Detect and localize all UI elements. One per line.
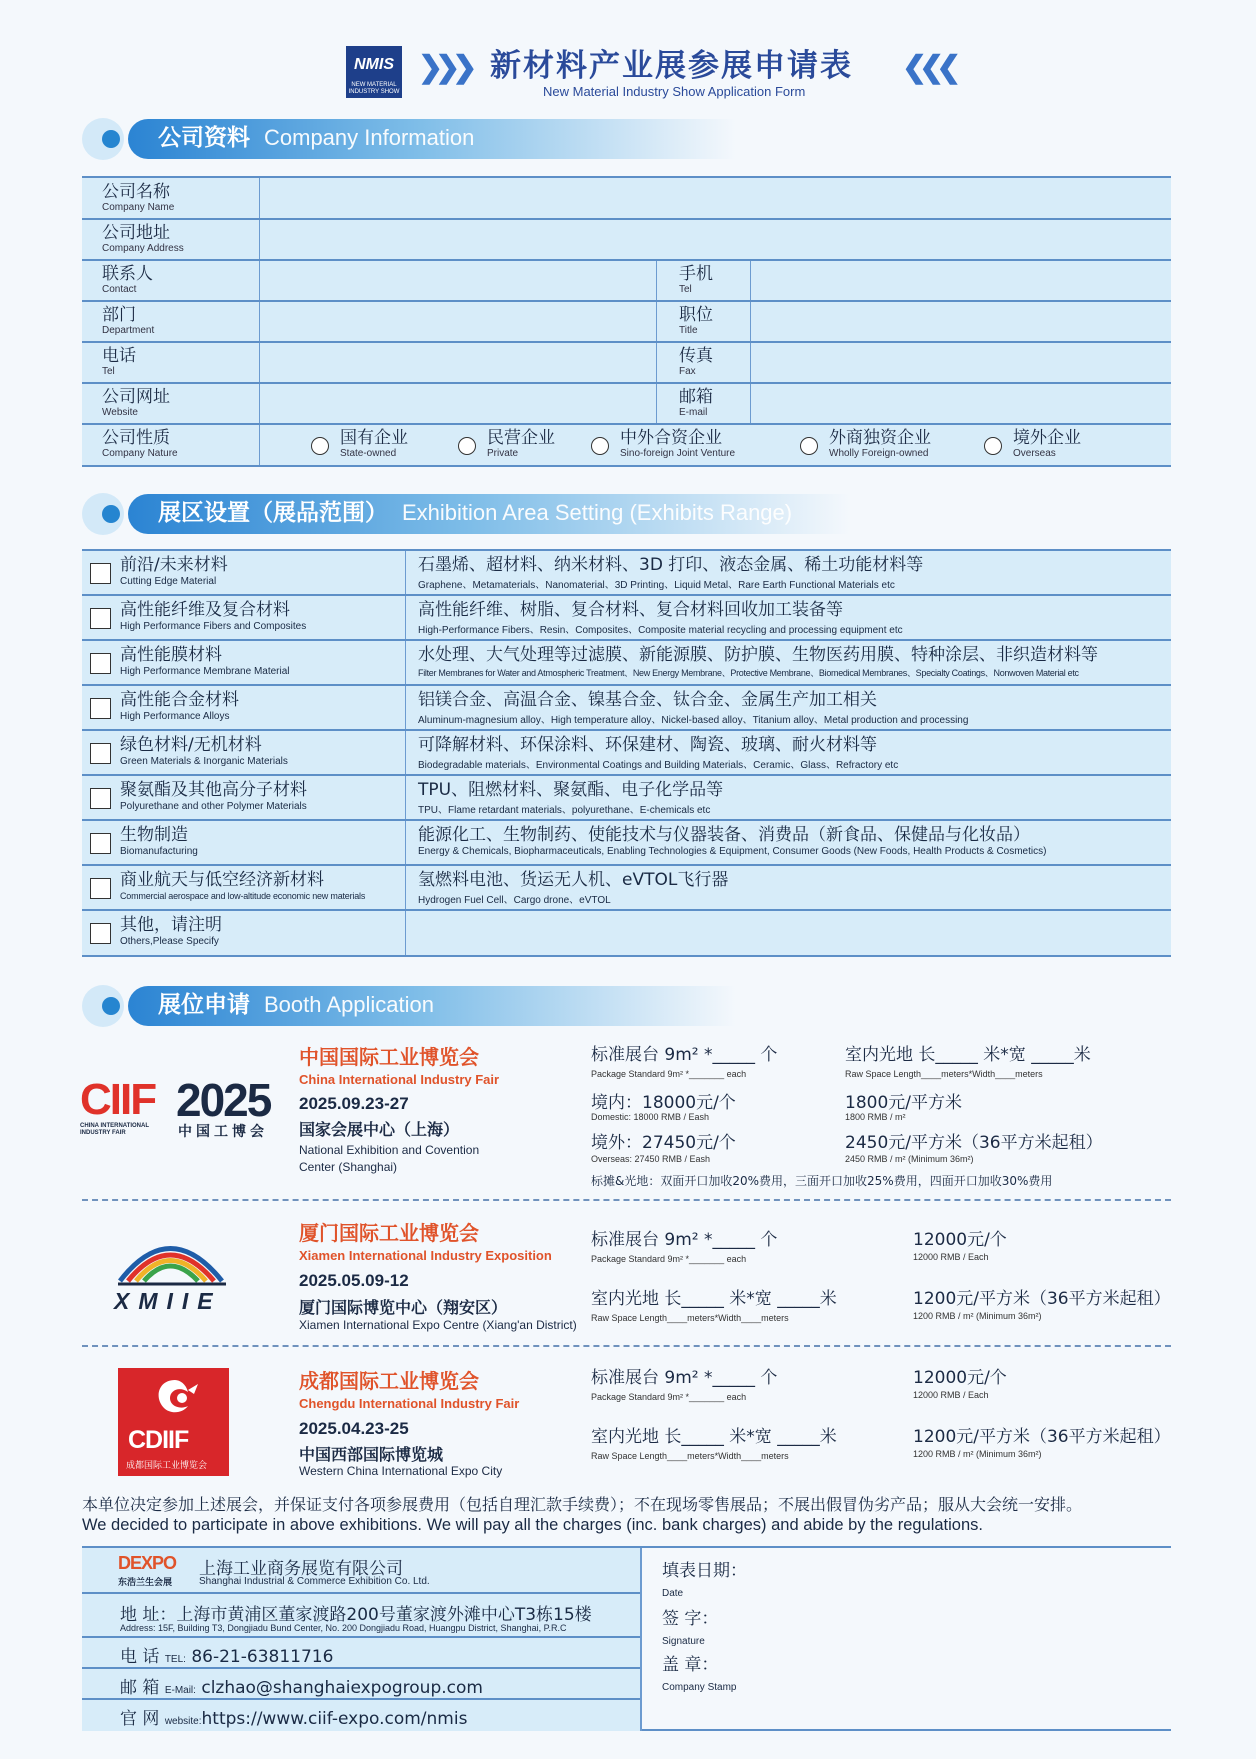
- web-link[interactable]: https://www.ciif-expo.com/nmis: [201, 1709, 468, 1729]
- ciif-logo: [80, 1074, 271, 1140]
- area-checkbox[interactable]: [90, 563, 111, 584]
- area-name: [120, 600, 306, 632]
- sign-signature[interactable]: [662, 1604, 718, 1648]
- option-label: 民营企业: [487, 428, 555, 448]
- ciif-venue-en: National Exhibition and Covention Center (Shanghai): [299, 1143, 480, 1174]
- area-name: [120, 645, 290, 677]
- row-company-address: [82, 220, 1171, 261]
- cdiif-venue-en: Western China International Expo City: [299, 1464, 503, 1478]
- area-range: [405, 686, 1171, 729]
- area-name: [120, 555, 228, 587]
- area-range: [405, 551, 1171, 594]
- area-range-en: Biodegradable materials、Environmental Coatings and Building Materials、Ceramic、Glass、Refractory etc: [418, 760, 899, 771]
- ciif-raw-price: 1800元/平方米: [845, 1093, 962, 1113]
- radio-private[interactable]: [458, 437, 476, 455]
- area-checkbox[interactable]: [90, 923, 111, 944]
- row-website: [82, 384, 1171, 425]
- cdiif-date: 2025.04.23-25: [299, 1419, 409, 1438]
- row-department: [82, 302, 1171, 343]
- label: 传真: [679, 346, 713, 366]
- website-field[interactable]: [259, 384, 656, 423]
- area-name: [120, 780, 307, 812]
- ciif-domestic-price-en: Domestic: 18000 RMB / Eash: [591, 1112, 710, 1122]
- option-label: 中外合资企业: [620, 428, 722, 448]
- ciif-domestic-price: 境内：18000元/个: [591, 1093, 736, 1113]
- label-en: Tel: [679, 284, 692, 295]
- ciif-logo-cn: 中国工博会: [178, 1124, 268, 1140]
- label-en: Company Name: [102, 202, 175, 213]
- ciif-std-booth[interactable]: 标准展台 9m² *_____ 个: [591, 1045, 778, 1065]
- organizer-row: [82, 1548, 642, 1594]
- section-title: 展区设置（展品范围）: [158, 500, 388, 526]
- label-en: Tel: [102, 366, 115, 377]
- xmiie-std-booth-en: Package Standard 9m² *_______ each: [591, 1254, 747, 1264]
- section-booth-banner: [82, 985, 782, 1027]
- area-range: [405, 596, 1171, 639]
- divider: [82, 1199, 1171, 1201]
- address-value: 上海市黄浦区董家渡路200号董家渡外滩中心T3栋15楼: [176, 1605, 592, 1625]
- ciif-logo-text: CIIF: [80, 1075, 156, 1124]
- label: 手机: [679, 264, 713, 284]
- ciif-std-booth-en: Package Standard 9m² *_______ each: [591, 1069, 747, 1079]
- ciif-raw-space-en: Raw Space Length____meters*Width____meters: [845, 1069, 1043, 1079]
- declaration-en: We decided to participate in above exhibitions. We will pay all the charges (inc. bank charges) and abide by the regulations.: [82, 1516, 983, 1534]
- tel-value: 86-21-63811716: [191, 1647, 334, 1667]
- email-field[interactable]: [750, 384, 1171, 423]
- organizer-name: 上海工业商务展览有限公司: [199, 1559, 403, 1579]
- ciif-overseas-price-en: Overseas: 27450 RMB / Eash: [591, 1154, 711, 1164]
- area-row: [82, 731, 1171, 776]
- label: 电话: [102, 346, 136, 366]
- cdiif-raw-price: 1200元/平方米（36平方米起租）: [913, 1427, 1171, 1447]
- section-title-en: Exhibition Area Setting (Exhibits Range): [402, 500, 793, 525]
- area-name-cn: 商业航天与低空经济新材料: [120, 870, 324, 890]
- cdiif-venue: 中国西部国际博览城: [299, 1445, 444, 1464]
- label: 公司网址: [102, 387, 170, 407]
- label: 职位: [679, 305, 713, 325]
- dexpo-logo-sub: 东浩兰生会展: [118, 1578, 173, 1588]
- option-label: 国有企业: [340, 428, 408, 448]
- area-name-en: High Performance Membrane Material: [120, 666, 290, 677]
- web-row: [82, 1700, 642, 1731]
- row-contact: [82, 261, 1171, 302]
- organizer-name-en: Shanghai Industrial & Commerce Exhibition Co. Ltd.: [199, 1576, 430, 1587]
- company-info-table: [82, 176, 1171, 465]
- area-name: [120, 825, 198, 857]
- area-name-en: Commercial aerospace and low-altitude economic new materials: [120, 891, 366, 901]
- area-range: [405, 776, 1171, 819]
- cdiif-raw-space-en: Raw Space Length____meters*Width____meters: [591, 1451, 789, 1461]
- ciif-note: 标摊&光地：双面开口加收20%费用，三面开口加收25%费用，四面开口加收30%费用: [591, 1174, 1053, 1188]
- bullet-icon: [102, 997, 120, 1015]
- area-row: [82, 776, 1171, 821]
- area-range: [405, 821, 1171, 864]
- area-name-cn: 生物制造: [120, 825, 188, 845]
- area-row: [82, 641, 1171, 686]
- ciif-name: 中国国际工业博览会: [299, 1045, 479, 1069]
- declaration-cn: 本单位决定参加上述展会，并保证支付各项参展费用（包括自理汇款手续费）；不在现场零售展品；不展出假冒伪劣产品；服从大会统一安排。: [82, 1495, 1083, 1514]
- tel-row: [82, 1638, 642, 1669]
- section-company-banner: [82, 118, 782, 160]
- xmiie-std-booth[interactable]: 标准展台 9m² *_____ 个: [591, 1230, 778, 1250]
- area-name-en: High Performance Alloys: [120, 711, 230, 722]
- label: 邮箱: [679, 387, 713, 407]
- xmiie-name: 厦门国际工业博览会: [299, 1221, 479, 1245]
- xmiie-raw-price: 1200元/平方米（36平方米起租）: [913, 1289, 1171, 1309]
- tel-label: 电 话: [120, 1647, 160, 1667]
- option-label: 境外企业: [1013, 428, 1081, 448]
- area-checkbox[interactable]: [90, 743, 111, 764]
- area-range: [405, 641, 1171, 684]
- area-name-en: Green Materials & Inorganic Materials: [120, 756, 288, 767]
- area-range-en: TPU、Flame retardant materials、polyurethane、E-chemicals etc: [418, 805, 711, 816]
- area-name-cn: 绿色材料/无机材料: [120, 735, 262, 755]
- mail-row: [82, 1669, 642, 1700]
- web-label: 官 网: [120, 1709, 160, 1729]
- xmiie-logo: [110, 1226, 235, 1316]
- area-range-cn: 石墨烯、超材料、纳米材料、3D 打印、液态金属、稀土功能材料等: [418, 555, 924, 575]
- area-range-cn: 水处理、大气处理等过滤膜、新能源膜、防护膜、生物医药用膜、特种涂层、非织造材料等: [418, 645, 1098, 665]
- area-name-en: Biomanufacturing: [120, 846, 198, 857]
- dexpo-logo: DEXPO: [118, 1553, 177, 1573]
- radio-foreign-owned[interactable]: [800, 437, 818, 455]
- form-subtitle: New Material Industry Show Application Form: [543, 84, 806, 99]
- area-range-en: Filter Membranes for Water and Atmospheric Treatment、New Energy Membrane、Protective Membrane、Biomedical Membranes、Specialty Coatings、Nonwoven Material etc: [418, 668, 1079, 678]
- section-title-en: Company Information: [264, 125, 475, 150]
- radio-overseas[interactable]: [984, 437, 1002, 455]
- area-name-cn: 前沿/未来材料: [120, 555, 228, 575]
- ciif-venue: 国家会展中心（上海）: [299, 1120, 460, 1139]
- ciif-logo-en: CHINA INTERNATIONAL INDUSTRY FAIR: [80, 1123, 149, 1136]
- signature-label-en: Signature: [662, 1636, 705, 1647]
- web-label-en: website:: [164, 1716, 202, 1727]
- section-title: 公司资料: [158, 125, 250, 151]
- company-address-field[interactable]: [259, 220, 1171, 259]
- area-name-cn: 聚氨酯及其他高分子材料: [120, 780, 307, 800]
- address-label: 地 址：: [120, 1605, 177, 1625]
- cdiif-std-price-en: 12000 RMB / Each: [913, 1390, 989, 1400]
- cdiif-bird-icon: [148, 1376, 202, 1422]
- area-range-en: Hydrogen Fuel Cell、Cargo drone、eVTOL: [418, 895, 611, 906]
- radio-joint-venture[interactable]: [591, 437, 609, 455]
- area-row: [82, 911, 1171, 957]
- ciif-raw-overseas-price: 2450元/平方米（36平方米起租）: [845, 1133, 1103, 1153]
- mobile-field[interactable]: [750, 261, 1171, 300]
- cdiif-std-price: 12000元/个: [913, 1368, 1007, 1388]
- label-en: Fax: [679, 366, 696, 377]
- bullet-icon: [102, 505, 120, 523]
- area-name-cn: 其他，请注明: [120, 915, 222, 935]
- area-range-cn: 能源化工、生物制药、使能技术与仪器装备、消费品（新食品、保健品与化妆品）: [418, 825, 1030, 845]
- area-range: [405, 866, 1171, 909]
- mobile-label-cell: [656, 261, 750, 300]
- ciif-name-en: China International Industry Fair: [299, 1072, 500, 1087]
- area-range-cn: 铝镁合金、高温合金、镍基合金、钛合金、金属生产加工相关: [418, 690, 877, 710]
- address-value-en: Address: 15F, Building T3, Dongjiadu Bund Center, No. 200 Dongjiadu Road, Huangpu District, Shanghai, P.R.C: [120, 1623, 567, 1633]
- area-checkbox[interactable]: [90, 788, 111, 809]
- area-range-en: Graphene、Metamaterials、Nanomaterial、3D Printing、Liquid Metal、Rare Earth Functional Materials etc: [418, 580, 895, 591]
- area-range-cn: 可降解材料、环保涂料、环保建材、陶瓷、玻璃、耐火材料等: [418, 735, 877, 755]
- footer-divider: [640, 1548, 642, 1731]
- mail-label: 邮 箱: [120, 1678, 160, 1698]
- arrows-right-icon: ❯❯❯: [418, 51, 470, 84]
- stamp-label-en: Company Stamp: [662, 1682, 737, 1693]
- xmiie-raw-space[interactable]: 室内光地 长_____ 米*宽 _____米: [591, 1289, 837, 1309]
- section-title-en: Booth Application: [264, 992, 435, 1017]
- area-row: [82, 551, 1171, 596]
- row-phone: [82, 343, 1171, 384]
- label-en: Title: [679, 325, 698, 336]
- area-name: [120, 915, 222, 947]
- label: 部门: [102, 305, 136, 325]
- xmiie-arc-icon: [110, 1226, 235, 1288]
- signature-label: 签 字：: [662, 1609, 719, 1629]
- area-name-cn: 高性能合金材料: [120, 690, 239, 710]
- tel-label-en: TEL:: [164, 1654, 186, 1665]
- area-range-en: Aluminum-magnesium alloy、High temperature alloy、Nickel-based alloy、Titanium alloy、Metal production and processing: [418, 715, 969, 726]
- label-en: Contact: [102, 284, 137, 295]
- ciif-logo-year: 2025: [176, 1074, 271, 1126]
- cdiif-raw-space[interactable]: 室内光地 长_____ 米*宽 _____米: [591, 1427, 837, 1447]
- sign-date[interactable]: [662, 1556, 747, 1600]
- area-row: [82, 866, 1171, 911]
- ciif-date: 2025.09.23-27: [299, 1094, 409, 1113]
- divider: [82, 1345, 1171, 1347]
- mail-value[interactable]: clzhao@shanghaiexpogroup.com: [201, 1678, 483, 1698]
- label: 联系人: [102, 264, 153, 284]
- label-en: Company Nature: [102, 448, 178, 459]
- ciif-raw-price-en: 1800 RMB / m²: [845, 1112, 906, 1122]
- xmiie-venue: 厦门国际博览中心（翔安区）: [299, 1298, 508, 1317]
- department-field[interactable]: [259, 302, 656, 341]
- email-label-cell: [656, 384, 750, 423]
- area-range[interactable]: [405, 911, 1171, 955]
- title-field[interactable]: [750, 302, 1171, 341]
- cdiif-raw-price-en: 1200 RMB / m² (Minimum 36m²): [913, 1449, 1042, 1459]
- area-range-en: High-Performance Fibers、Resin、Composites、Composite material recycling and processing equipment etc: [418, 625, 903, 636]
- sign-date-label-en: Date: [662, 1588, 684, 1599]
- label-en: E-mail: [679, 407, 708, 418]
- ciif-raw-overseas-price-en: 2450 RMB / m² (Minimum 36m²): [845, 1154, 974, 1164]
- option-label-en: Private: [487, 448, 519, 459]
- nature-options: [259, 425, 1171, 465]
- section-title: 展位申请: [158, 992, 250, 1018]
- fax-field[interactable]: [750, 343, 1171, 382]
- area-name-cn: 高性能纤维及复合材料: [120, 600, 290, 620]
- option-label-en: Overseas: [1013, 448, 1056, 459]
- area-name-en: Polyurethane and other Polymer Materials: [120, 801, 307, 812]
- cdiif-logo-cn: 成都国际工业博览会: [126, 1461, 208, 1471]
- nmis-logo: NMIS NEW MATERIAL INDUSTRY SHOW: [346, 46, 402, 98]
- exhibition-area-table: [82, 549, 1171, 961]
- area-name: [120, 690, 239, 722]
- label-en: Website: [102, 407, 138, 418]
- sign-date-label: 填表日期：: [662, 1561, 747, 1581]
- cdiif-std-booth-en: Package Standard 9m² *_______ each: [591, 1392, 747, 1402]
- xmiie-raw-price-en: 1200 RMB / m² (Minimum 36m²): [913, 1311, 1042, 1321]
- area-range-cn: 高性能纤维、树脂、复合材料、复合材料回收加工装备等: [418, 600, 843, 620]
- area-name: [120, 735, 288, 767]
- option-label-en: Wholly Foreign-owned: [829, 448, 929, 459]
- stamp-label: 盖 章：: [662, 1655, 719, 1675]
- label: 公司名称: [102, 182, 170, 202]
- area-row: [82, 596, 1171, 641]
- phone-field[interactable]: [259, 343, 656, 382]
- area-checkbox[interactable]: [90, 653, 111, 674]
- area-checkbox[interactable]: [90, 833, 111, 854]
- area-row: [82, 686, 1171, 731]
- title-label-cell: [656, 302, 750, 341]
- label: 公司地址: [102, 223, 170, 243]
- bullet-icon: [102, 130, 120, 148]
- label-en: Department: [102, 325, 155, 336]
- contact-field[interactable]: [259, 261, 656, 300]
- company-name-field[interactable]: [259, 178, 1171, 218]
- label-en: Company Address: [102, 243, 184, 254]
- row-company-nature: [82, 425, 1171, 467]
- area-name-en: Others,Please Specify: [120, 936, 219, 947]
- xmiie-std-price-en: 12000 RMB / Each: [913, 1252, 989, 1262]
- cdiif-logo-text: CDIIF: [128, 1426, 189, 1454]
- footer-table: [82, 1546, 1171, 1731]
- ciif-raw-space[interactable]: 室内光地 长_____ 米*宽 _____米: [845, 1045, 1091, 1065]
- label: 公司性质: [102, 428, 170, 448]
- xmiie-logo-text: XMIIE: [114, 1288, 222, 1314]
- area-name-cn: 高性能膜材料: [120, 645, 222, 665]
- xmiie-raw-space-en: Raw Space Length____meters*Width____meters: [591, 1313, 789, 1323]
- option-label-en: Sino-foreign Joint Venture: [620, 448, 736, 459]
- area-name-en: High Performance Fibers and Composites: [120, 621, 307, 632]
- area-name-en: Cutting Edge Material: [120, 576, 217, 587]
- cdiif-logo: [118, 1368, 229, 1476]
- ciif-overseas-price: 境外：27450元/个: [591, 1133, 736, 1153]
- area-range-en: Energy & Chemicals, Biopharmaceuticals, Enabling Technologies & Equipment, Consumer Goods (New Foods, Health Products & Cosmetics): [418, 846, 1047, 857]
- xmiie-name-en: Xiamen International Industry Exposition: [299, 1248, 552, 1263]
- cdiif-name: 成都国际工业博览会: [299, 1369, 479, 1393]
- form-title: 新材料产业展参展申请表: [490, 48, 853, 84]
- area-checkbox[interactable]: [90, 878, 111, 899]
- xmiie-venue-en: Xiamen International Expo Centre (Xiang'an District): [299, 1318, 577, 1332]
- area-checkbox[interactable]: [90, 698, 111, 719]
- fax-label-cell: [656, 343, 750, 382]
- sign-stamp[interactable]: [662, 1650, 736, 1694]
- cdiif-std-booth[interactable]: 标准展台 9m² *_____ 个: [591, 1368, 778, 1388]
- row-company-name: [82, 178, 1171, 220]
- radio-state-owned[interactable]: [311, 437, 329, 455]
- arrows-left-icon: ❮❮❮: [902, 51, 954, 84]
- area-range-cn: 氢燃料电池、货运无人机、eVTOL飞行器: [418, 870, 729, 890]
- xmiie-std-price: 12000元/个: [913, 1230, 1007, 1250]
- area-range: [405, 731, 1171, 774]
- area-row: [82, 821, 1171, 866]
- area-name: [120, 870, 365, 901]
- cdiif-name-en: Chengdu International Industry Fair: [299, 1396, 520, 1411]
- option-label: 外商独资企业: [829, 428, 931, 448]
- option-label-en: State-owned: [340, 448, 397, 459]
- mail-label-en: E-Mail:: [164, 1685, 196, 1696]
- xmiie-date: 2025.05.09-12: [299, 1271, 409, 1290]
- section-area-banner: [82, 493, 882, 535]
- address-row: [82, 1594, 642, 1638]
- area-checkbox[interactable]: [90, 608, 111, 629]
- area-range-cn: TPU、阻燃材料、聚氨酯、电子化学品等: [418, 780, 724, 800]
